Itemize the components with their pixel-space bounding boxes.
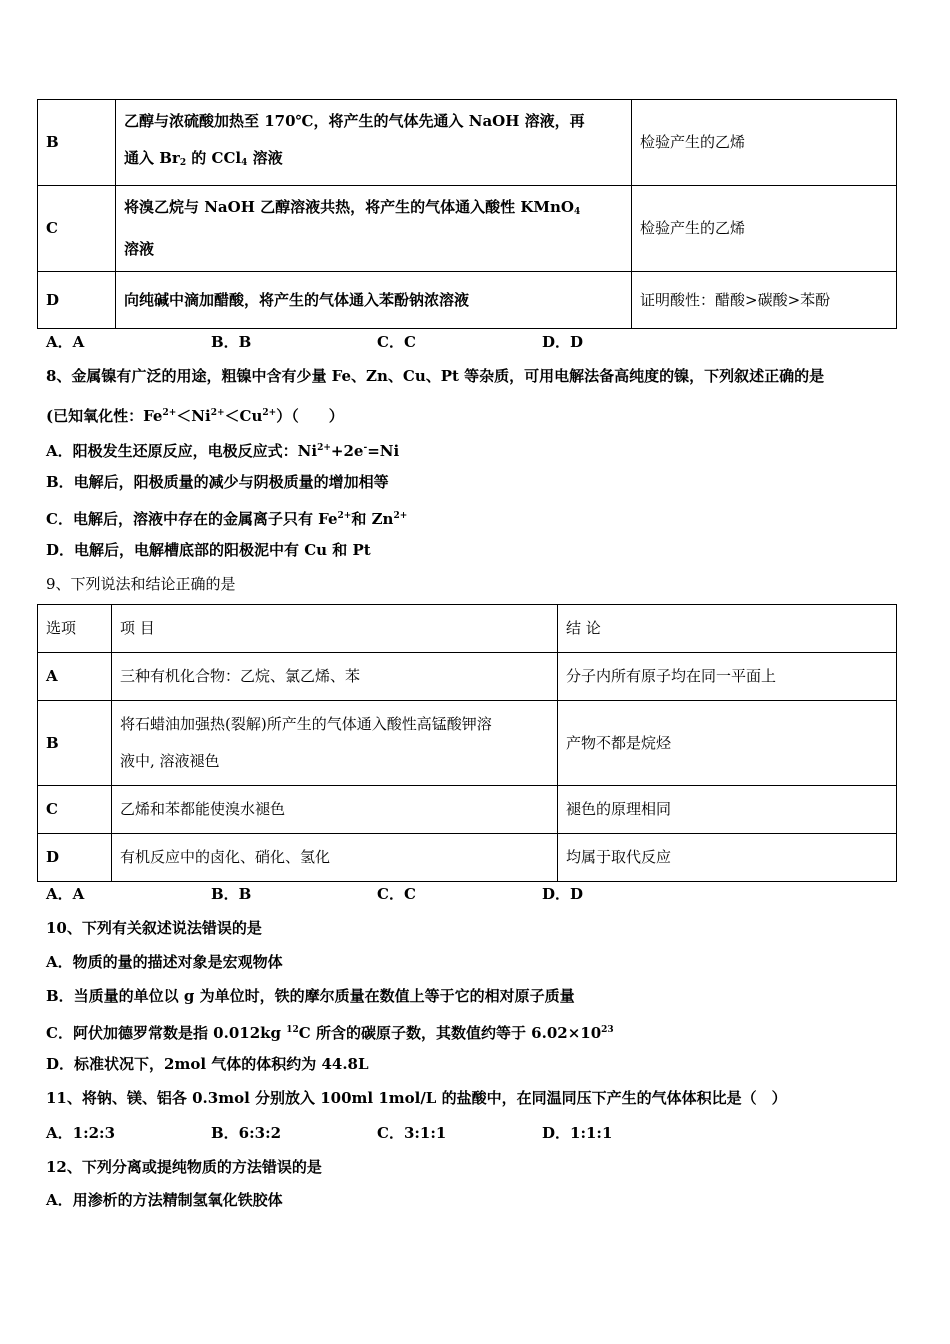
q9-option-c: C．C — [377, 885, 416, 903]
table-row — [38, 100, 897, 186]
q11-option-b: B．6:3:2 — [211, 1124, 282, 1142]
q10-option-c: C．阿伏加德罗常数是指 0.012kg $^{12}$C 所含的碳原子数，其数值约等于 $6.02\times 10^{23}$ — [46, 1024, 614, 1042]
q9-option-a: A．A — [46, 885, 85, 903]
conclusion-cell: 证明酸性：醋酸>碳酸>苯酚 — [632, 272, 897, 329]
experiment-text-line2: 溶液 — [124, 240, 155, 258]
option-label: D — [38, 272, 116, 329]
option-label: C — [38, 186, 116, 272]
option-label: C — [38, 786, 112, 834]
table-header-row — [38, 605, 897, 653]
experiment-cell: 向纯碱中滴加醋酸，将产生的气体通入苯酚钠浓溶液 — [116, 272, 632, 329]
q10-option-a: A．物质的量的描述对象是宏观物体 — [46, 953, 283, 971]
option-label: A — [38, 653, 112, 701]
q8-option-a: A．阳极发生还原反应，电极反应式：$Ni^{2+}+2e^-=Ni$ — [46, 442, 400, 460]
q12-option-a: A．用渗析的方法精制氢氧化铁胶体 — [46, 1191, 283, 1209]
q8-stem-line2: (已知氧化性：$Fe^{2+}<Ni^{2+}<Cu^{2+}$）（ ） — [46, 407, 344, 425]
option-label: B — [38, 701, 112, 786]
experiment-text-line1: 乙醇与浓硫酸加热至 170℃，将产生的气体先通入 NaOH 溶液，再 — [124, 112, 585, 130]
table-row — [38, 701, 897, 786]
q10-stem: 10、下列有关叙述说法错误的是 — [46, 919, 262, 937]
conclusion-cell: 产物不都是烷烃 — [558, 701, 897, 786]
header-conclusion: 结 论 — [558, 605, 897, 653]
q7-option-d: D．D — [542, 333, 584, 351]
item-text-line2: 液中, 溶液褪色 — [120, 752, 220, 770]
header-item: 项 目 — [112, 605, 558, 653]
experiment-text-line2: 通入 $Br_2$ 的 CCl$_4$ 溶液 — [124, 149, 283, 168]
experiment-table — [37, 99, 897, 329]
experiment-cell — [116, 100, 632, 186]
conclusion-cell: 检验产生的乙烯 — [632, 186, 897, 272]
q8-option-d: D．电解后，电解槽底部的阳极泥中有 Cu 和 Pt — [46, 541, 371, 559]
q9-option-b: B．B — [211, 885, 252, 903]
conclusion-cell: 检验产生的乙烯 — [632, 100, 897, 186]
q9-stem: 9、下列说法和结论正确的是 — [46, 575, 236, 593]
q9-option-d: D．D — [542, 885, 584, 903]
experiment-cell — [116, 186, 632, 272]
table-row — [38, 786, 897, 834]
q10-option-b: B．当质量的单位以 g 为单位时，铁的摩尔质量在数值上等于它的相对原子质量 — [46, 987, 575, 1005]
item-cell: 乙烯和苯都能使溴水褪色 — [112, 786, 558, 834]
q7-option-c: C．C — [377, 333, 416, 351]
statement-table — [37, 604, 897, 882]
table-row — [38, 272, 897, 329]
item-text-line1: 将石蜡油加强热(裂解)所产生的气体通入酸性高锰酸钾溶 — [120, 715, 492, 733]
q7-option-a: A．A — [46, 333, 85, 351]
option-label: B — [38, 100, 116, 186]
conclusion-cell: 褪色的原理相同 — [558, 786, 897, 834]
q8-option-b: B．电解后，阳极质量的减少与阴极质量的增加相等 — [46, 473, 389, 491]
table-row — [38, 186, 897, 272]
experiment-text-line1: 将溴乙烷与 NaOH 乙醇溶液共热，将产生的气体通入酸性 KMnO$_4$ — [124, 198, 581, 217]
header-option: 选项 — [38, 605, 112, 653]
q11-option-d: D．1:1:1 — [542, 1124, 613, 1142]
conclusion-cell: 均属于取代反应 — [558, 834, 897, 882]
q10-option-d: D．标准状况下，2mol 气体的体积约为 44.8L — [46, 1055, 369, 1073]
item-cell — [112, 701, 558, 786]
q11-option-c: C．3:1:1 — [377, 1124, 447, 1142]
item-cell: 三种有机化合物：乙烷、氯乙烯、苯 — [112, 653, 558, 701]
q8-stem-line1: 8、金属镍有广泛的用途，粗镍中含有少量 Fe、Zn、Cu、Pt 等杂质，可用电解法备高纯度的镍，下列叙述正确的是 — [46, 367, 825, 385]
item-cell: 有机反应中的卤化、硝化、氢化 — [112, 834, 558, 882]
q11-stem: 11、将钠、镁、铝各 0.3mol 分别放入 100ml 1mol/L 的盐酸中，在同温同压下产生的气体体积比是（ ） — [46, 1089, 787, 1107]
q12-stem: 12、下列分离或提纯物质的方法错误的是 — [46, 1158, 322, 1176]
table-row — [38, 653, 897, 701]
q8-option-c: C．电解后，溶液中存在的金属离子只有 $Fe^{2+}$和 $Zn^{2+}$ — [46, 510, 408, 528]
conclusion-cell: 分子内所有原子均在同一平面上 — [558, 653, 897, 701]
q11-option-a: A．1:2:3 — [46, 1124, 116, 1142]
option-label: D — [38, 834, 112, 882]
table-row — [38, 834, 897, 882]
q7-option-b: B．B — [211, 333, 252, 351]
